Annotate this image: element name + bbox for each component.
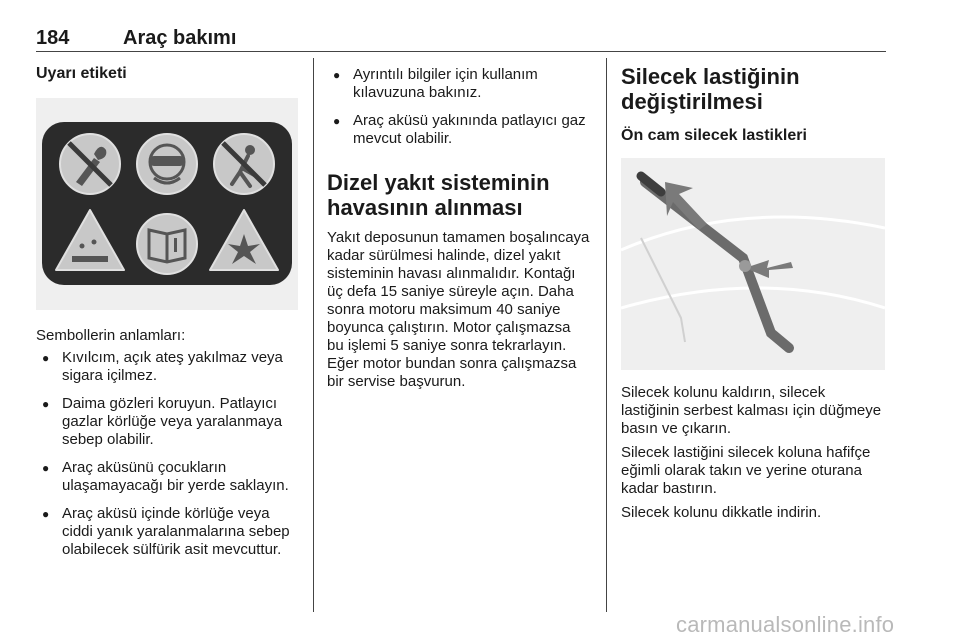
left-column: [36, 64, 300, 559]
list-item: ● Araç aküsü yakınında patlayıcı gaz mevcut olabilir.: [327, 112, 591, 148]
site-watermark: carmanualsonline.info: [676, 612, 895, 637]
windscreen-wiper-subheading: Ön cam silecek lastikleri: [621, 127, 807, 144]
header-divider: [36, 51, 886, 52]
list-item: ● Ayrıntılı bilgiler için kullanım kılavuzuna bakınız.: [327, 66, 591, 102]
read-manual-icon: [137, 214, 197, 274]
wiper-blade: [641, 176, 661, 192]
keep-children-away-icon: [214, 134, 274, 194]
symbols-list: [36, 349, 300, 559]
chapter-title: Araç bakımı: [123, 27, 237, 49]
diesel-bleeding-paragraph: Yakıt deposunun tamamen boşalıncaya kadar sürülmesi halinde, dizel yakıt sisteminin havası alınmalıdır. Kontağı üç defa 15 saniye süreyle açın. Daha sonra motoru maksimum 40 saniye boyunca çalıştırın. Motor çalışmazsa bu işlemi 5 saniye sonra tekrarlayın. Eğer motor bundan sonra çalışmazsa bir servise başvurun.: [327, 229, 590, 390]
wiper-blade-illustration: [621, 158, 885, 370]
diesel-bleeding-heading: Dizel yakıt sisteminin havasının alınması: [327, 170, 550, 220]
page-header: [36, 27, 886, 51]
list-item: ● Araç aküsü içinde körlüğe veya ciddi yanık yaralanmalarına sebep olabilecek sülfürik asit mevcuttur.: [36, 505, 300, 559]
right-column: [621, 64, 887, 522]
wiper-step-1: Silecek kolunu kaldırın, silecek lastiğinin serbest kalması için düğmeye basın ve çıkarın.: [621, 384, 882, 437]
wiper-figure: [621, 158, 885, 370]
warning-label-heading: Uyarı etiketi: [36, 65, 127, 82]
continued-symbols-list: [327, 66, 591, 148]
no-fire-icon: [60, 134, 120, 194]
wiper-blade-heading: Silecek lastiğinin değiştirilmesi: [621, 64, 800, 114]
page-number: 184: [36, 27, 70, 49]
wiper-step-2: Silecek lastiğini silecek koluna hafifçe eğimli olarak takın ve yerine oturana kadar bastırın.: [621, 444, 871, 497]
column-divider-1: [313, 58, 314, 612]
warning-label-figure: [36, 98, 298, 310]
symbols-intro: Sembollerin anlamları:: [36, 327, 186, 344]
column-divider-2: [606, 58, 607, 612]
list-item: ● Araç aküsünü çocukların ulaşamayacağı bir yerde saklayın.: [36, 459, 300, 495]
eye-protection-icon: [137, 134, 197, 194]
list-item: ● Daima gözleri koruyun. Patlayıcı gazlar körlüğe veya yaralanmaya sebep olabilir.: [36, 395, 300, 449]
battery-warning-label-illustration: [36, 98, 298, 310]
wiper-step-3: Silecek kolunu dikkatle indirin.: [621, 504, 822, 521]
middle-column: [327, 64, 591, 391]
list-item: ● Kıvılcım, açık ateş yakılmaz veya sigara içilmez.: [36, 349, 300, 385]
